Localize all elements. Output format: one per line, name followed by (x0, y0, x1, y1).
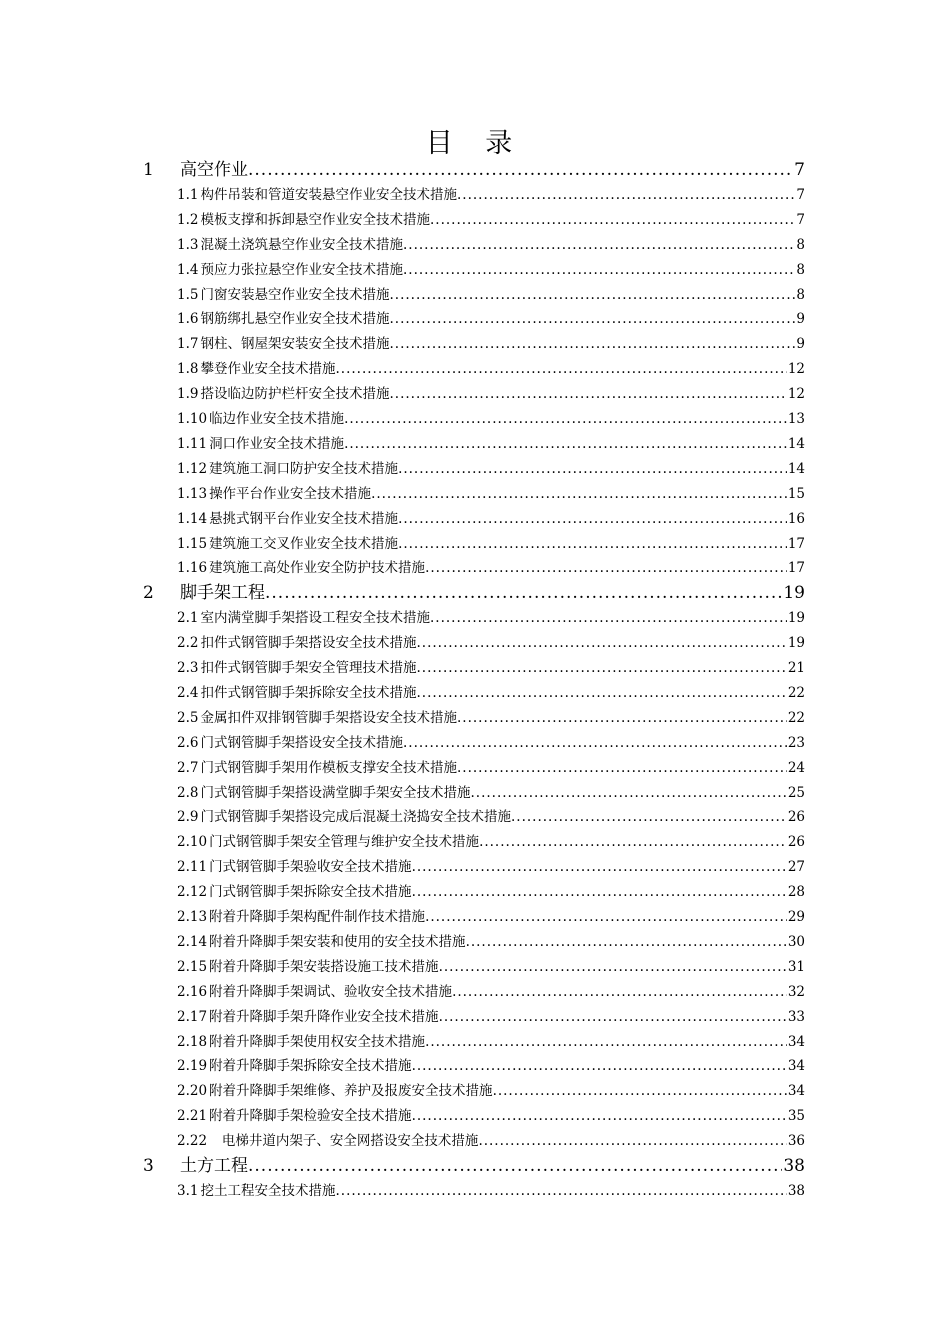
entry-page-number: 17 (787, 560, 805, 577)
dot-leader (403, 731, 787, 756)
dot-leader (389, 332, 795, 357)
entry-title: 附着升降脚手架安装搭设施工技术措施 (209, 958, 439, 975)
toc-section-entry[interactable] (177, 656, 805, 681)
entry-number: 1.12 (177, 460, 208, 477)
entry-title: 门式钢管脚手架搭设满堂脚手架安全技术措施 (200, 784, 471, 801)
dot-leader (430, 208, 795, 233)
entry-page-number: 7 (794, 160, 805, 180)
entry-title: 门式钢管脚手架安全管理与维护安全技术措施 (209, 834, 480, 851)
entry-title: 洞口作业安全技术措施 (209, 435, 345, 452)
dot-leader (425, 556, 787, 581)
entry-page-number: 8 (796, 236, 805, 253)
toc-section-entry[interactable] (177, 606, 805, 631)
dot-leader (248, 1154, 782, 1179)
toc-section-entry[interactable] (177, 1054, 805, 1079)
entry-number: 2.4 (177, 684, 199, 701)
toc-section-entry[interactable] (177, 830, 805, 855)
entry-number: 2.12 (177, 884, 208, 901)
entry-page-number: 19 (787, 610, 805, 627)
dot-leader (398, 457, 787, 482)
entry-number: 2.13 (177, 909, 208, 925)
entry-title: 扣件式钢管脚手架安全管理技术措施 (200, 660, 417, 676)
entry-number: 1.4 (177, 261, 199, 278)
dot-leader (371, 482, 787, 507)
toc-section-entry[interactable] (177, 432, 805, 457)
toc-section-entry[interactable] (177, 283, 805, 308)
dot-leader (466, 930, 787, 955)
toc-section-entry[interactable] (177, 532, 805, 557)
entry-number: 1.8 (177, 361, 199, 378)
entry-number: 2.15 (177, 958, 208, 975)
entry-page-number: 38 (787, 1182, 805, 1199)
entry-number: 2.14 (177, 933, 208, 950)
dot-leader (412, 1104, 787, 1129)
toc-section-entry[interactable] (177, 183, 805, 208)
entry-page-number: 26 (787, 809, 805, 826)
entry-title: 附着升降脚手架维修、养护及报废安全技术措施 (209, 1083, 493, 1100)
entry-title: 门式钢管脚手架用作模板支撑安全技术措施 (200, 759, 457, 776)
entry-number: 2.10 (177, 834, 208, 851)
entry-title: 预应力张拉悬空作业安全技术措施 (200, 261, 403, 278)
dot-leader (398, 507, 787, 532)
entry-page-number: 22 (787, 709, 805, 726)
dot-leader (493, 1079, 787, 1104)
entry-page-number: 33 (787, 1008, 805, 1025)
dot-leader (248, 158, 793, 183)
entry-page-number: 25 (787, 784, 805, 801)
dot-leader (457, 706, 787, 731)
entry-page-number: 16 (787, 510, 805, 527)
entry-page-number: 12 (787, 361, 805, 378)
entry-page-number: 17 (787, 535, 805, 552)
entry-number: 2.9 (177, 809, 199, 826)
entry-number: 2.1 (177, 610, 199, 627)
entry-title: 附着升降脚手架使用权安全技术措施 (209, 1033, 426, 1050)
entry-page-number: 26 (787, 834, 805, 851)
entry-page-number: 13 (787, 411, 805, 427)
entry-number: 2.2 (177, 635, 199, 652)
entry-title: 挖土工程安全技术措施 (200, 1182, 336, 1199)
entry-number: 1.9 (177, 386, 199, 403)
entry-number: 2.6 (177, 734, 199, 751)
dot-leader (425, 1030, 787, 1055)
entry-page-number: 36 (787, 1133, 805, 1150)
dot-leader (511, 805, 787, 830)
dot-leader (265, 581, 782, 606)
entry-title: 建筑施工高处作业安全防护技术措施 (209, 560, 426, 577)
dot-leader (416, 681, 786, 706)
toc-chapter-entry[interactable] (143, 581, 805, 606)
entry-title: 钢筋绑扎悬空作业安全技术措施 (200, 311, 390, 328)
dot-leader (403, 233, 795, 258)
entry-number: 1.10 (177, 411, 208, 427)
toc-section-entry[interactable] (177, 233, 805, 258)
entry-number: 2.16 (177, 983, 208, 1000)
dot-leader (398, 532, 787, 557)
dot-leader (412, 1054, 787, 1079)
entry-title: 门式钢管脚手架搭设完成后混凝土浇捣安全技术措施 (200, 809, 511, 826)
entry-page-number: 35 (787, 1108, 805, 1125)
entry-title: 脚手架工程 (180, 583, 265, 604)
entry-number: 2.3 (177, 660, 199, 676)
entry-page-number: 38 (783, 1156, 805, 1176)
dot-leader (439, 1005, 787, 1030)
entry-title: 构件吊装和管道安装悬空作业安全技术措施 (200, 186, 457, 203)
entry-title: 室内满堂脚手架搭设工程安全技术措施 (200, 610, 430, 627)
entry-number: 1.7 (177, 336, 199, 353)
toc-section-entry[interactable] (177, 1104, 805, 1129)
entry-number: 2.8 (177, 784, 199, 801)
entry-title: 土方工程 (180, 1156, 248, 1176)
toc-title: 目 录 (425, 128, 525, 159)
entry-page-number: 14 (787, 460, 805, 477)
toc-section-entry[interactable] (177, 507, 805, 532)
entry-title: 混凝土浇筑悬空作业安全技术措施 (200, 236, 403, 253)
entry-page-number: 7 (796, 211, 805, 228)
dot-leader (478, 1129, 786, 1154)
dot-leader (335, 357, 786, 382)
entry-number: 1.6 (177, 311, 199, 328)
dot-leader (412, 855, 787, 880)
toc-section-entry[interactable] (177, 855, 805, 880)
entry-page-number: 31 (787, 958, 805, 975)
entry-number: 1.11 (177, 435, 208, 452)
entry-page-number: 34 (787, 1058, 805, 1075)
toc-chapter-entry[interactable] (143, 158, 805, 183)
entry-title: 钢柱、钢屋架安装安全技术措施 (200, 336, 390, 353)
toc-section-entry[interactable] (177, 880, 805, 905)
entry-page-number: 22 (787, 684, 805, 701)
toc-section-entry[interactable] (177, 482, 805, 507)
toc-section-entry[interactable] (177, 1030, 805, 1055)
entry-title: 建筑施工交叉作业安全技术措施 (209, 535, 399, 552)
dot-leader (452, 980, 787, 1005)
toc-section-entry[interactable] (177, 1005, 805, 1030)
dot-leader (389, 283, 795, 308)
entry-title: 门式钢管脚手架搭设安全技术措施 (200, 734, 403, 751)
entry-page-number: 8 (796, 286, 805, 303)
entry-page-number: 30 (787, 933, 805, 950)
entry-title: 模板支撑和拆卸悬空作业安全技术措施 (200, 211, 430, 228)
entry-number: 1.3 (177, 236, 199, 253)
toc-section-entry[interactable] (177, 905, 805, 930)
entry-number: 3 (143, 1156, 154, 1176)
entry-page-number: 24 (787, 759, 805, 776)
entry-number: 1.16 (177, 560, 208, 577)
toc-section-entry[interactable] (177, 756, 805, 781)
toc-section-entry[interactable] (177, 731, 805, 756)
dot-leader (344, 432, 787, 457)
toc-section-entry[interactable] (177, 357, 805, 382)
entry-page-number: 9 (796, 311, 805, 328)
entry-number: 1.2 (177, 211, 199, 228)
dot-leader (412, 880, 787, 905)
toc-section-entry[interactable] (177, 681, 805, 706)
entry-page-number: 19 (787, 635, 805, 652)
entry-number: 1 (143, 160, 154, 180)
entry-number: 1.13 (177, 485, 208, 502)
toc-section-entry[interactable] (177, 781, 805, 806)
entry-title: 电梯井道内架子、安全网搭设安全技术措施 (209, 1133, 479, 1150)
entry-number: 3.1 (177, 1182, 199, 1199)
entry-title: 门式钢管脚手架验收安全技术措施 (209, 859, 412, 876)
entry-title: 金属扣件双排钢管脚手架搭设安全技术措施 (200, 709, 457, 726)
toc-section-entry[interactable] (177, 930, 805, 955)
entry-title: 操作平台作业安全技术措施 (209, 485, 372, 502)
entry-page-number: 8 (796, 261, 805, 278)
entry-title: 扣件式钢管脚手架拆除安全技术措施 (200, 684, 417, 701)
entry-page-number: 34 (787, 1033, 805, 1050)
dot-leader (430, 606, 787, 631)
entry-number: 2.5 (177, 709, 199, 726)
entry-title: 门窗安装悬空作业安全技术措施 (200, 286, 390, 303)
entry-number: 1.15 (177, 535, 208, 552)
entry-title: 附着升降脚手架构配件制作技术措施 (209, 909, 426, 925)
dot-leader (344, 407, 787, 432)
toc-chapter-entry[interactable] (143, 1154, 805, 1179)
dot-leader (479, 830, 787, 855)
entry-page-number: 34 (787, 1083, 805, 1100)
entry-page-number: 29 (787, 909, 805, 925)
toc-section-entry[interactable] (177, 1129, 805, 1154)
toc-section-entry[interactable] (177, 457, 805, 482)
dot-leader (457, 756, 787, 781)
entry-number: 2 (143, 583, 154, 604)
entry-title: 附着升降脚手架调试、验收安全技术措施 (209, 983, 453, 1000)
toc-section-entry[interactable] (177, 556, 805, 581)
entry-number: 2.7 (177, 759, 199, 776)
entry-page-number: 14 (787, 435, 805, 452)
entry-number: 2.11 (177, 859, 208, 876)
toc-section-entry[interactable] (177, 631, 805, 656)
toc-section-entry[interactable] (177, 805, 805, 830)
toc-section-entry[interactable] (177, 980, 805, 1005)
entry-page-number: 12 (787, 386, 805, 403)
entry-number: 2.18 (177, 1033, 208, 1050)
entry-page-number: 21 (787, 660, 805, 676)
toc-section-entry[interactable] (177, 1179, 805, 1204)
toc-section-entry[interactable] (177, 706, 805, 731)
toc-section-entry[interactable] (177, 955, 805, 980)
entry-page-number: 9 (796, 336, 805, 353)
entry-page-number: 28 (787, 884, 805, 901)
dot-leader (425, 905, 787, 930)
toc-section-entry[interactable] (177, 208, 805, 233)
entry-page-number: 32 (787, 983, 805, 1000)
entry-title: 悬挑式钢平台作业安全技术措施 (209, 510, 399, 527)
entry-number: 2.19 (177, 1058, 208, 1075)
dot-leader (403, 258, 795, 283)
dot-leader (389, 307, 795, 332)
entry-page-number: 19 (783, 583, 805, 604)
entry-title: 搭设临边防护栏杆安全技术措施 (200, 386, 390, 403)
entry-title: 高空作业 (180, 160, 248, 180)
entry-number: 2.22 (177, 1133, 208, 1150)
dot-leader (470, 781, 786, 806)
entry-number: 2.21 (177, 1108, 208, 1125)
toc-section-entry[interactable] (177, 407, 805, 432)
entry-number: 2.17 (177, 1008, 208, 1025)
entry-page-number: 23 (787, 734, 805, 751)
entry-title: 附着升降脚手架拆除安全技术措施 (209, 1058, 412, 1075)
entry-page-number: 15 (787, 485, 805, 502)
entry-title: 建筑施工洞口防护安全技术措施 (209, 460, 399, 477)
toc-section-entry[interactable] (177, 258, 805, 283)
entry-title: 攀登作业安全技术措施 (200, 361, 336, 378)
entry-title: 门式钢管脚手架拆除安全技术措施 (209, 884, 412, 901)
entry-number: 1.5 (177, 286, 199, 303)
entry-title: 临边作业安全技术措施 (209, 411, 345, 427)
toc-section-entry[interactable] (177, 1079, 805, 1104)
toc-section-entry[interactable] (177, 382, 805, 407)
entry-number: 2.20 (177, 1083, 208, 1100)
entry-title: 附着升降脚手架安装和使用的安全技术措施 (209, 933, 466, 950)
entry-title: 附着升降脚手架检验安全技术措施 (209, 1108, 412, 1125)
dot-leader (457, 183, 795, 208)
entry-number: 1.1 (177, 186, 199, 203)
entry-title: 附着升降脚手架升降作业安全技术措施 (209, 1008, 439, 1025)
dot-leader (416, 631, 786, 656)
toc-section-entry[interactable] (177, 332, 805, 357)
entry-page-number: 7 (796, 186, 805, 203)
entry-page-number: 27 (787, 859, 805, 876)
toc-section-entry[interactable] (177, 307, 805, 332)
entry-title: 扣件式钢管脚手架搭设安全技术措施 (200, 635, 417, 652)
dot-leader (416, 656, 786, 681)
entry-number: 1.14 (177, 510, 208, 527)
dot-leader (389, 382, 786, 407)
dot-leader (335, 1179, 786, 1204)
dot-leader (439, 955, 787, 980)
